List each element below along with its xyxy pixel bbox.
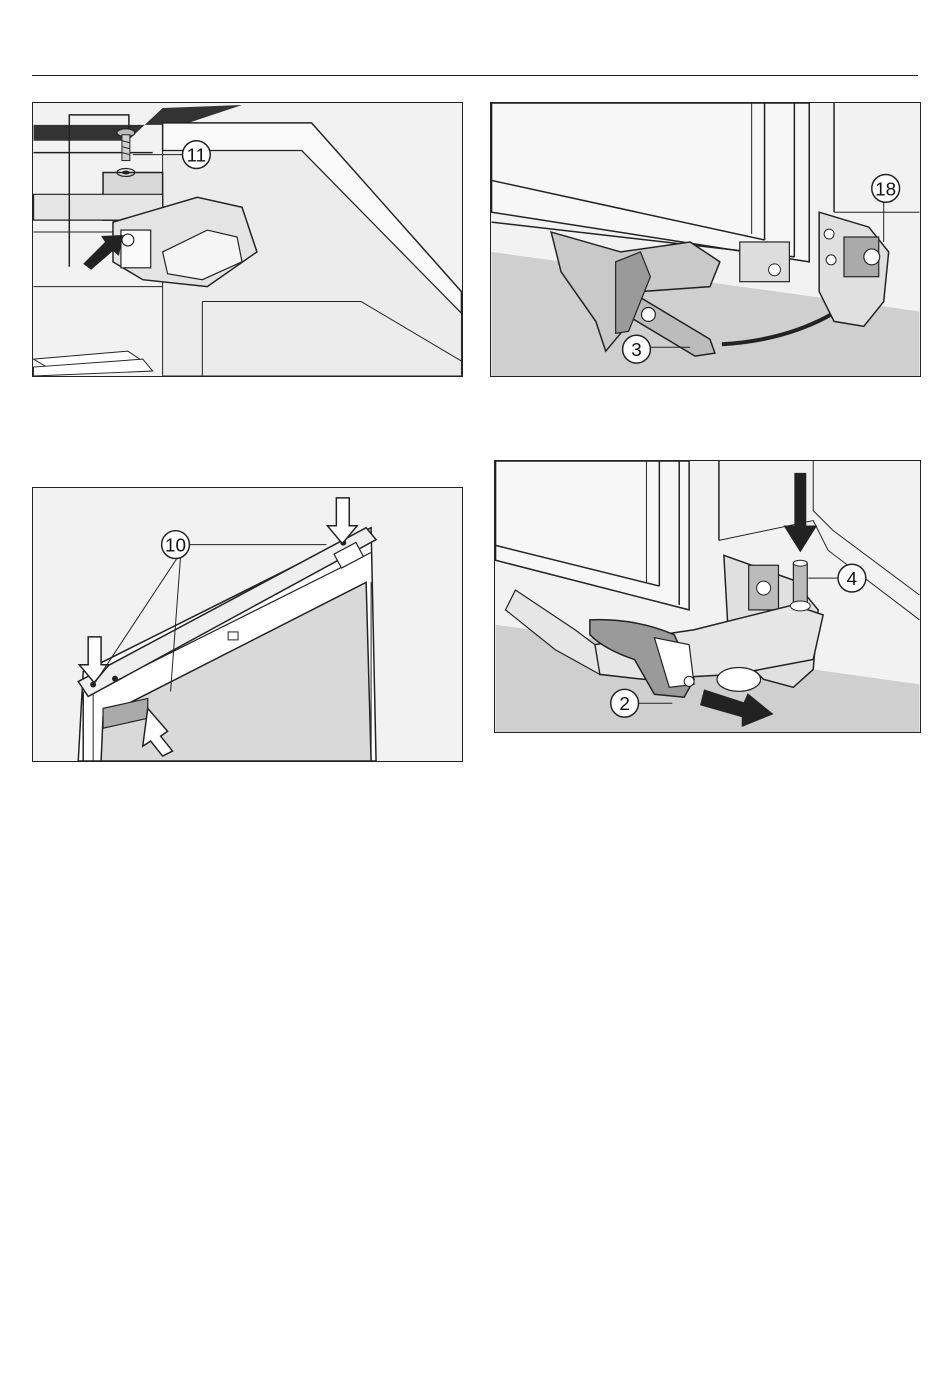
figure-1-drawing bbox=[33, 103, 462, 376]
figure-upper-hinge-screw bbox=[32, 102, 463, 377]
callout-18: 18 bbox=[875, 178, 897, 200]
figure-hinge-pin-removal bbox=[494, 460, 921, 733]
callout-3: 3 bbox=[631, 339, 642, 361]
figure-lower-hinge-swap bbox=[490, 102, 921, 377]
figure-3-drawing bbox=[33, 488, 462, 761]
header-rule bbox=[32, 75, 918, 76]
callout-10: 10 bbox=[165, 534, 187, 556]
figure-2-drawing bbox=[491, 103, 920, 376]
callout-11: 11 bbox=[186, 144, 207, 166]
callout-4: 4 bbox=[846, 568, 858, 590]
figure-4-drawing bbox=[495, 461, 920, 732]
figure-door-top-screws bbox=[32, 487, 463, 762]
callout-2: 2 bbox=[619, 693, 630, 715]
